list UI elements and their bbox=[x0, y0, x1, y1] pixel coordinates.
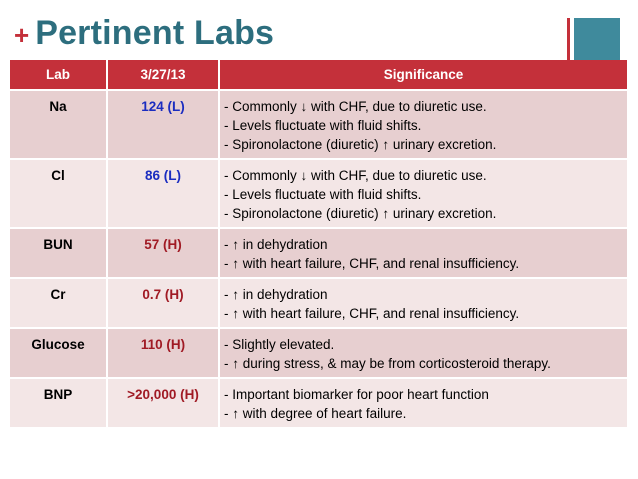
lab-value: 86 (L) bbox=[107, 159, 219, 228]
header-lab: Lab bbox=[10, 60, 107, 90]
table-row-glucose bbox=[10, 328, 627, 378]
slide-title-row bbox=[14, 10, 274, 56]
significance-line: - ↑ in dehydration bbox=[224, 237, 328, 252]
significance-line: - Commonly ↓ with CHF, due to diuretic use. bbox=[224, 168, 487, 183]
significance-line: - ↑ with heart failure, CHF, and renal insufficiency. bbox=[224, 306, 520, 321]
significance-line: - Levels fluctuate with fluid shifts. bbox=[224, 118, 422, 133]
header-significance: Significance bbox=[219, 60, 627, 90]
table-row-na bbox=[10, 90, 627, 159]
labs-table bbox=[10, 60, 627, 427]
significance-line: - ↑ during stress, & may be from corticosteroid therapy. bbox=[224, 356, 551, 371]
lab-value: 57 (H) bbox=[107, 228, 219, 278]
lab-name: Cl bbox=[10, 159, 107, 228]
lab-value: 0.7 (H) bbox=[107, 278, 219, 328]
lab-name: BUN bbox=[10, 228, 107, 278]
significance-line: - Slightly elevated. bbox=[224, 337, 335, 352]
decorative-red-bar bbox=[567, 18, 570, 62]
table-row-bnp bbox=[10, 378, 627, 427]
lab-name: Glucose bbox=[10, 328, 107, 378]
header-date: 3/27/13 bbox=[107, 60, 219, 90]
significance-line: - Important biomarker for poor heart function bbox=[224, 387, 489, 402]
significance-line: - ↑ with heart failure, CHF, and renal insufficiency. bbox=[224, 256, 520, 271]
lab-name: BNP bbox=[10, 378, 107, 427]
lab-significance bbox=[219, 328, 627, 378]
lab-value: 110 (H) bbox=[107, 328, 219, 378]
lab-significance bbox=[219, 228, 627, 278]
table-header-row bbox=[10, 60, 627, 90]
lab-name: Na bbox=[10, 90, 107, 159]
lab-name: Cr bbox=[10, 278, 107, 328]
significance-line: - ↑ in dehydration bbox=[224, 287, 328, 302]
decorative-teal-block bbox=[574, 18, 620, 62]
lab-value: >20,000 (H) bbox=[107, 378, 219, 427]
significance-line: - Spironolactone (diuretic) ↑ urinary excretion. bbox=[224, 206, 497, 221]
plus-icon: + bbox=[14, 20, 30, 50]
lab-significance bbox=[219, 378, 627, 427]
lab-significance bbox=[219, 278, 627, 328]
significance-line: - Levels fluctuate with fluid shifts. bbox=[224, 187, 422, 202]
lab-value: 124 (L) bbox=[107, 90, 219, 159]
significance-line: - Commonly ↓ with CHF, due to diuretic use. bbox=[224, 99, 487, 114]
table-row-bun bbox=[10, 228, 627, 278]
significance-line: - ↑ with degree of heart failure. bbox=[224, 406, 407, 421]
slide-title: Pertinent Labs bbox=[35, 13, 275, 52]
significance-line: - Spironolactone (diuretic) ↑ urinary excretion. bbox=[224, 137, 497, 152]
table-row-cr bbox=[10, 278, 627, 328]
lab-significance bbox=[219, 90, 627, 159]
lab-significance bbox=[219, 159, 627, 228]
table-row-cl bbox=[10, 159, 627, 228]
